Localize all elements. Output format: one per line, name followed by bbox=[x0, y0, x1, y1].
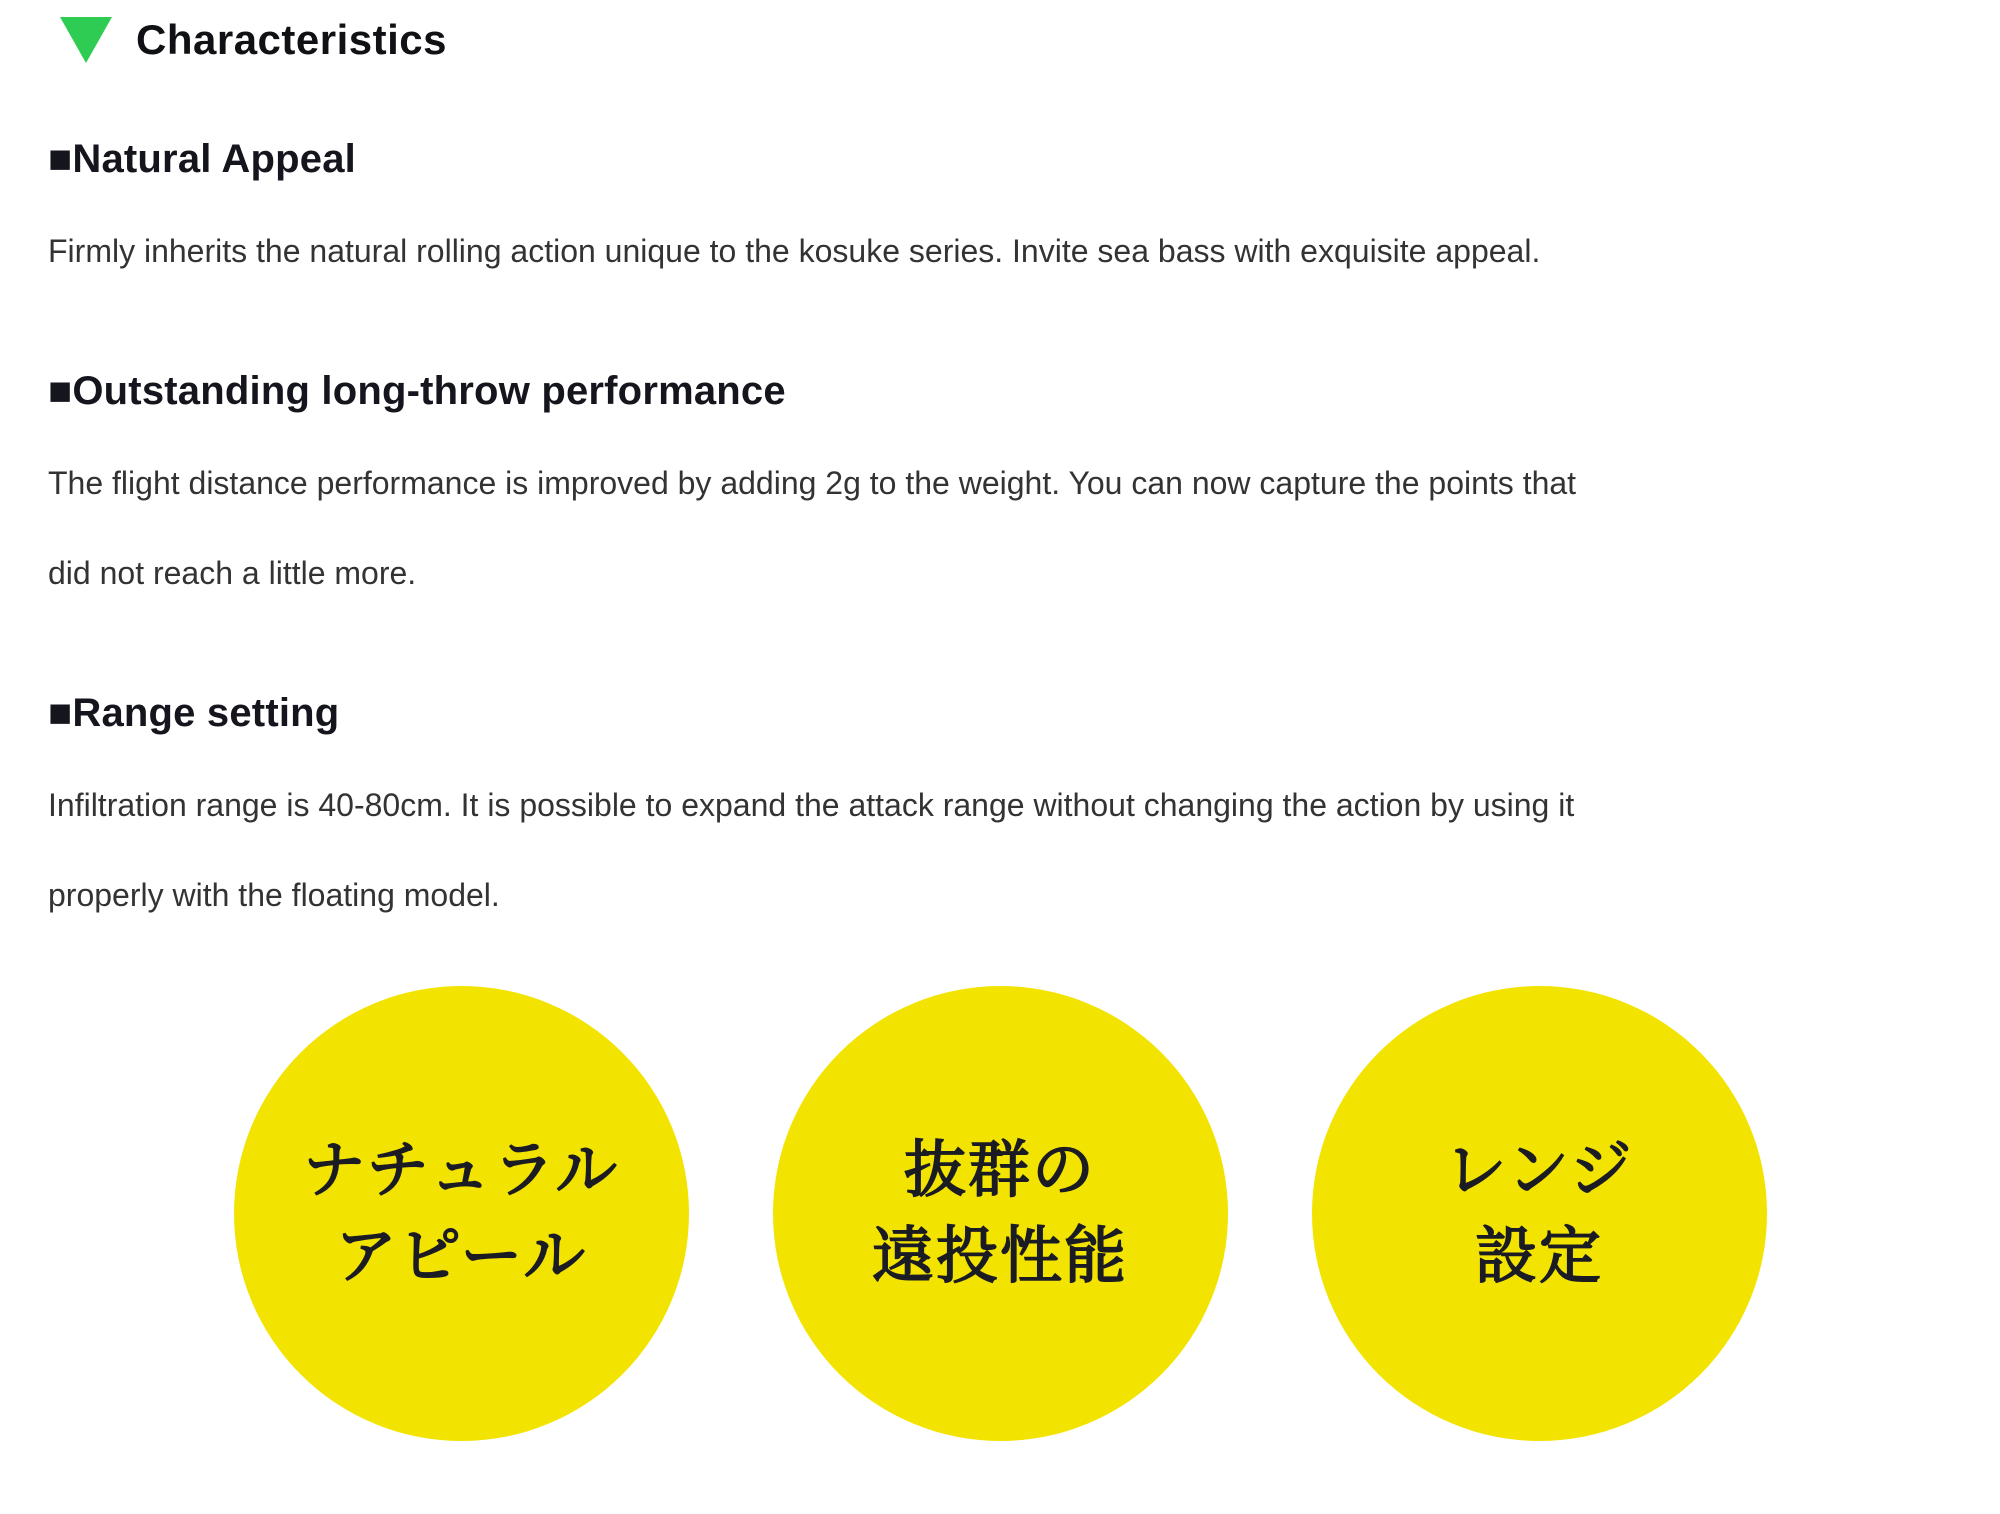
badge-text-line: レンジ bbox=[1444, 1135, 1634, 1205]
paragraph-line: Firmly inherits the natural rolling action unique to the kosuke series. Invite sea bass with exquisite appeal. bbox=[48, 233, 1541, 269]
feature-badges-row bbox=[48, 986, 1952, 1441]
badge-text-line: ナチュラル bbox=[302, 1135, 620, 1205]
feature-paragraph bbox=[48, 760, 1952, 940]
badge-text-line: アピール bbox=[334, 1221, 588, 1291]
badge-text-line: 設定 bbox=[1474, 1221, 1603, 1291]
badge-text-line: 抜群の bbox=[903, 1135, 1096, 1205]
feature-section-long-throw bbox=[48, 368, 1952, 618]
feature-section-natural-appeal bbox=[48, 136, 1952, 296]
page-title: Characteristics bbox=[136, 16, 447, 63]
paragraph-line: Infiltration range is 40-80cm. It is possible to expand the attack range without changing the action by using it bbox=[48, 787, 1575, 823]
feature-paragraph bbox=[48, 206, 1952, 296]
paragraph-line: properly with the floating model. bbox=[48, 877, 500, 913]
feature-heading: ■Outstanding long-throw performance bbox=[48, 369, 786, 413]
characteristics-panel bbox=[0, 16, 2000, 1441]
feature-heading: ■Natural Appeal bbox=[48, 137, 356, 181]
paragraph-line: The flight distance performance is improved by adding 2g to the weight. You can now capture the points that bbox=[48, 465, 1577, 501]
section-header bbox=[60, 16, 1952, 64]
feature-heading: ■Range setting bbox=[48, 691, 340, 735]
feature-section-range-setting bbox=[48, 690, 1952, 940]
badge-range-setting bbox=[1312, 986, 1767, 1441]
badge-natural-appeal bbox=[234, 986, 689, 1441]
paragraph-line: did not reach a little more. bbox=[48, 555, 417, 591]
green-triangle-icon bbox=[60, 17, 112, 63]
badge-text-line: 遠投性能 bbox=[871, 1221, 1128, 1291]
badge-long-throw bbox=[773, 986, 1228, 1441]
feature-paragraph bbox=[48, 438, 1952, 618]
